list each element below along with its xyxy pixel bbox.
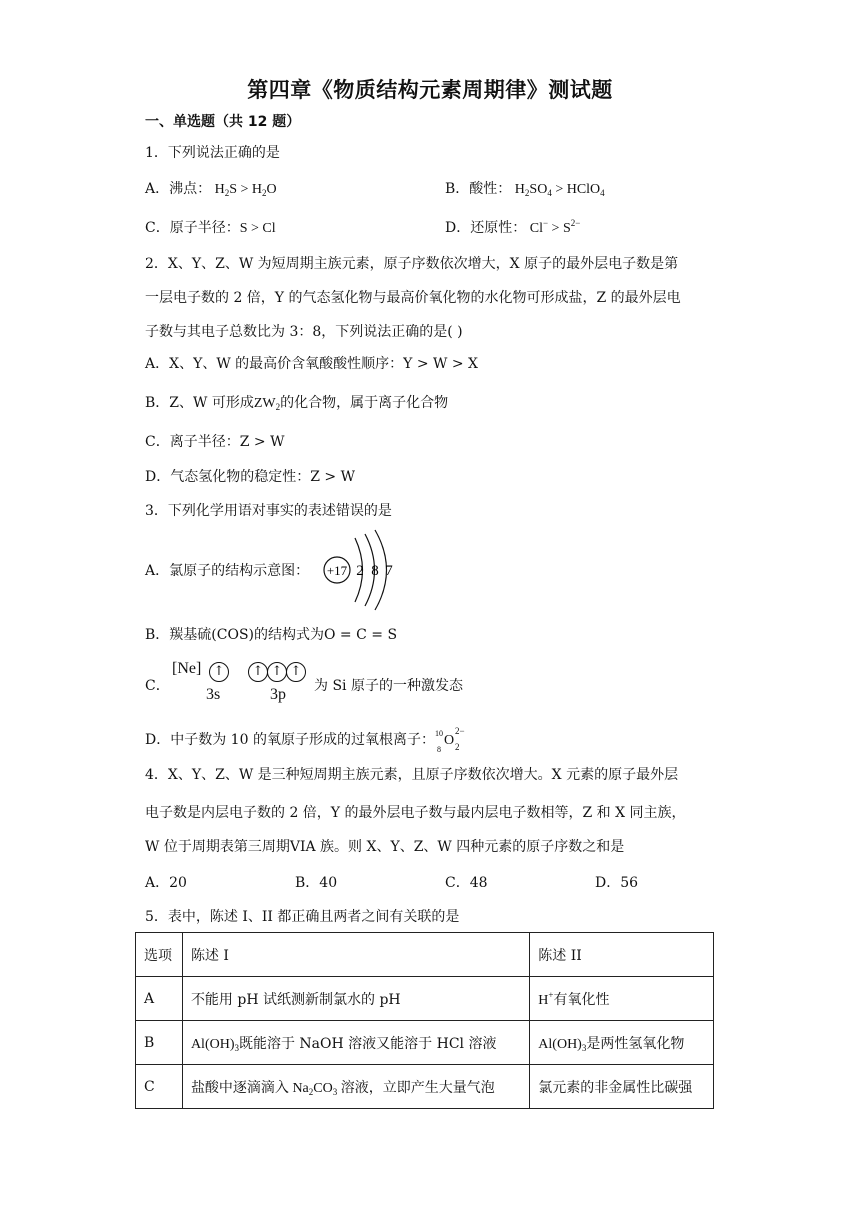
q5-stem: 5．表中，陈述 I、II 都正确且两者之间有关联的是 bbox=[145, 909, 460, 925]
q1-option-a: A．沸点： $H_2S > H_2O$ bbox=[145, 181, 277, 198]
table-cell: 不能用 pH 试纸测新制氯水的 pH bbox=[182, 977, 529, 1021]
q2-option-c: C．离子半径：Z > W bbox=[145, 434, 285, 450]
section-heading: 一、单选题（共 12 题） bbox=[145, 114, 301, 130]
q4-option-d: D．56 bbox=[595, 875, 639, 891]
q4-option-c: C．48 bbox=[445, 875, 488, 891]
q4-option-b: B．40 bbox=[295, 875, 338, 891]
q3-option-d: D．中子数为 10 的氧原子形成的过氧根离子： 10 8 O 2− 2 bbox=[145, 726, 465, 754]
orbital-3p-1: ↑ bbox=[248, 662, 268, 682]
neon-core: [Ne] bbox=[172, 660, 202, 677]
table-header-row bbox=[136, 933, 714, 977]
q2-stem-line1: 2．X、Y、Z、W 为短周期主族元素，原子序数依次增大，X 原子的最外层电子数是第 bbox=[145, 256, 679, 272]
q1-stem: 1．下列说法正确的是 bbox=[145, 145, 280, 161]
orbital-3p-3: ↑ bbox=[286, 662, 306, 682]
q2-option-b: B．Z、W 可形成$ZW_2$的化合物，属于离子化合物 bbox=[145, 395, 449, 412]
q2-option-a: A．X、Y、W 的最高价含氧酸酸性顺序：Y > W > X bbox=[145, 356, 479, 372]
page-title: 第四章《物质结构元素周期律》测试题 bbox=[247, 78, 613, 102]
table-cell: A bbox=[136, 977, 183, 1021]
q1-option-d: D．还原性： $Cl^- > S^{2-}$ bbox=[445, 218, 581, 236]
q1-option-b: B．酸性： $H_2SO_4$ > HClO$_4$ bbox=[445, 181, 605, 198]
q3-option-a: A．氯原子的结构示意图： bbox=[145, 563, 310, 579]
nucleus-charge: +17 bbox=[326, 563, 348, 578]
orbital-3s: ↑ bbox=[209, 662, 229, 682]
si-orbital-diagram bbox=[172, 660, 317, 710]
table-cell: B bbox=[136, 1021, 183, 1065]
shell-electrons-2: 8 bbox=[371, 563, 379, 579]
q3-option-b: B．羰基硫(COS)的结构式为O = C = S bbox=[145, 627, 398, 643]
q4-option-a: A．20 bbox=[145, 875, 187, 891]
shell-electrons-3: 7 bbox=[385, 563, 393, 579]
shell-electrons-1: 2 bbox=[356, 563, 364, 579]
q3-option-c-label: C． bbox=[145, 678, 170, 694]
table-cell: C bbox=[136, 1065, 183, 1109]
table-header-cell: 选项 bbox=[136, 933, 183, 977]
q3-stem: 3．下列化学用语对事实的表述错误的是 bbox=[145, 503, 392, 519]
table-row bbox=[136, 1021, 714, 1065]
table-row bbox=[136, 1065, 714, 1109]
table-row bbox=[136, 977, 714, 1021]
table-cell: H+有氧化性 bbox=[530, 977, 714, 1021]
q2-stem-line2: 一层电子数的 2 倍，Y 的气态氢化物与最高价氧化物的水化物可形成盐，Z 的最外层电 bbox=[145, 290, 681, 306]
label-3p: 3p bbox=[270, 686, 286, 703]
q5-table bbox=[135, 932, 714, 1109]
chlorine-atom-diagram bbox=[318, 528, 400, 612]
table-header-cell: 陈述 I bbox=[182, 933, 529, 977]
q1-option-c: C．原子半径：S > Cl bbox=[145, 220, 276, 236]
q2-stem-line3: 子数与其电子总数比为 3：8，下列说法正确的是( ) bbox=[145, 324, 463, 340]
table-cell: 氯元素的非金属性比碳强 bbox=[530, 1065, 714, 1109]
orbital-3p-2: ↑ bbox=[267, 662, 287, 682]
q3-option-c-text: 为 Si 原子的一种激发态 bbox=[314, 678, 463, 694]
label-3s: 3s bbox=[206, 686, 221, 703]
table-cell: 盐酸中逐滴滴入 $Na_2CO_3$ 溶液，立即产生大量气泡 bbox=[182, 1065, 529, 1109]
table-cell: $Al(OH)_3$是两性氢氧化物 bbox=[530, 1021, 714, 1065]
table-cell: $Al(OH)_3$既能溶于 NaOH 溶液又能溶于 HCl 溶液 bbox=[182, 1021, 529, 1065]
q4-stem-line3: W 位于周期表第三周期VIA 族。则 X、Y、Z、W 四种元素的原子序数之和是 bbox=[145, 839, 625, 855]
q4-stem-line2: 电子数是内层电子数的 2 倍，Y 的最外层电子数与最内层电子数相等，Z 和 X 同主族， bbox=[145, 805, 686, 821]
table-header-cell: 陈述 II bbox=[530, 933, 714, 977]
q2-option-d: D．气态氢化物的稳定性：Z > W bbox=[145, 469, 355, 485]
q4-stem-line1: 4．X、Y、Z、W 是三种短周期主族元素，且原子序数依次增大。X 元素的原子最外层 bbox=[145, 767, 679, 783]
